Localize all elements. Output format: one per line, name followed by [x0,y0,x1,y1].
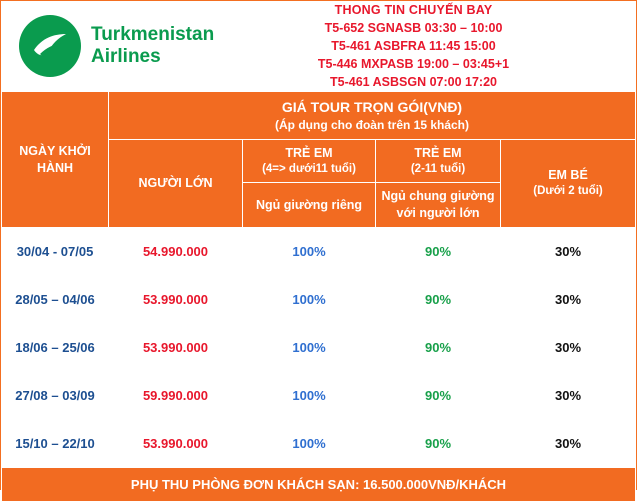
header-child-4-11 [243,140,376,183]
header-departure-date: NGÀY KHỞI HÀNH [2,92,109,228]
table-header-row-1 [2,92,636,140]
row-baby: 30% [501,324,636,372]
header-price-group [109,92,636,140]
row-adult-price: 59.990.000 [109,372,243,420]
tour-price-table [1,91,636,502]
header-child-2-11 [376,140,501,183]
brand-name [91,24,214,68]
row-baby: 30% [501,276,636,324]
row-child-shared-bed: 90% [376,228,501,276]
row-child-own-bed: 100% [243,372,376,420]
row-date: 30/04 - 07/05 [2,228,109,276]
row-adult-price: 53.990.000 [109,420,243,468]
single-room-surcharge-note: PHỤ THU PHÒNG ĐƠN KHÁCH SẠN: 16.500.000VNĐ/KHÁCH [2,468,636,502]
table-row [2,324,636,372]
table-row [2,372,636,420]
table-row [2,276,636,324]
header-own-bed: Ngủ giường riêng [243,183,376,228]
row-child-own-bed: 100% [243,276,376,324]
bird-logo-icon [19,15,81,77]
flight-info-line-1: T5-652 SGNASB 03:30 – 10:00 [324,20,503,35]
header-child-2-11-title: TRẺ EM [414,146,462,161]
row-date: 18/06 – 25/06 [2,324,109,372]
row-child-shared-bed: 90% [376,372,501,420]
flight-info-title: THONG TIN CHUYẾN BAY [334,2,493,17]
row-child-own-bed: 100% [243,324,376,372]
header-shared-bed: Ngủ chung giường với người lớn [376,183,501,228]
table-row [2,228,636,276]
header-child-4-11-age: (4=> dưới11 tuổi) [262,162,356,175]
header-price-group-title: GIÁ TOUR TRỌN GÓI(VNĐ) [281,99,463,115]
row-date: 28/05 – 04/06 [2,276,109,324]
header-baby-title: EM BÉ [548,168,588,183]
brand-name-line1: Turkmenistan [91,24,215,46]
brand-logo [7,15,227,77]
row-adult-price: 53.990.000 [109,324,243,372]
header [1,1,636,91]
flight-info [227,1,630,92]
row-date: 15/10 – 22/10 [2,420,109,468]
flight-info-line-3: T5-446 MXPASB 19:00 – 03:45+1 [317,57,510,72]
row-child-shared-bed: 90% [376,420,501,468]
row-child-own-bed: 100% [243,420,376,468]
header-price-group-sub: (Áp dụng cho đoàn trên 15 khách) [275,117,470,132]
header-child-4-11-title: TRẺ EM [285,146,333,161]
header-baby [501,140,636,228]
brand-name-line2: Airlines [91,46,161,67]
flight-info-line-2: T5-461 ASBFRA 11:45 15:00 [331,38,496,53]
row-baby: 30% [501,420,636,468]
row-adult-price: 54.990.000 [109,228,243,276]
row-baby: 30% [501,372,636,420]
footer-note-row [2,468,636,502]
header-baby-age: (Dưới 2 tuổi) [533,185,603,198]
flight-info-line-4: T5-461 ASBSGN 07:00 17:20 [330,75,497,90]
row-date: 27/08 – 03/09 [2,372,109,420]
row-baby: 30% [501,228,636,276]
row-child-own-bed: 100% [243,228,376,276]
header-adult: NGƯỜI LỚN [109,140,243,228]
row-child-shared-bed: 90% [376,324,501,372]
row-child-shared-bed: 90% [376,276,501,324]
table-row [2,420,636,468]
row-adult-price: 53.990.000 [109,276,243,324]
header-child-2-11-age: (2-11 tuổi) [410,162,466,175]
